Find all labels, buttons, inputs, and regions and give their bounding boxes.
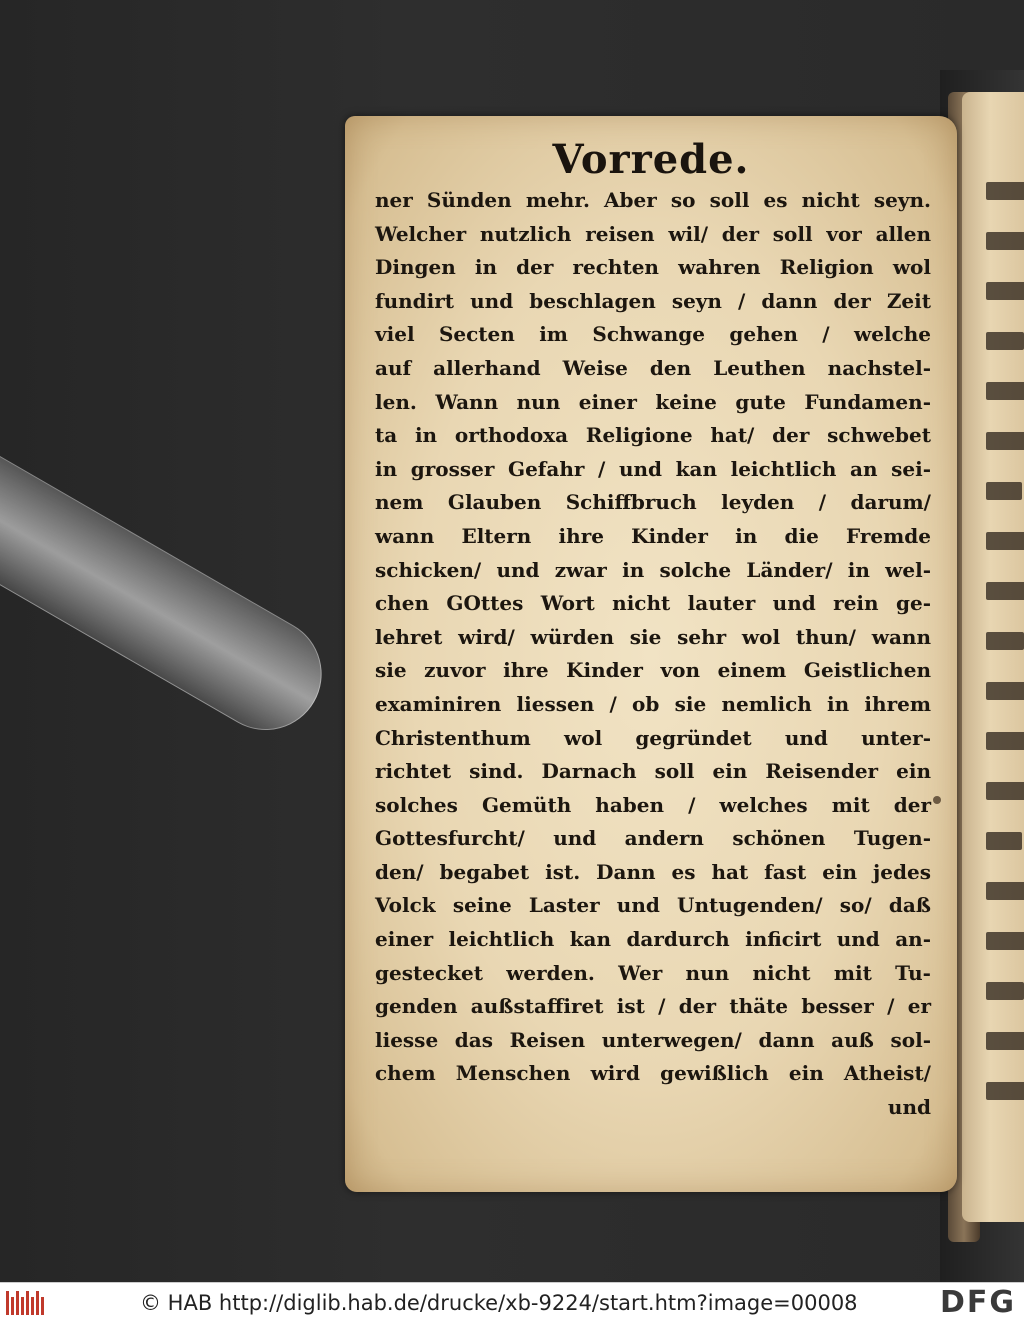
text-line: wann Eltern ihre Kinder in die Fremde	[375, 523, 931, 548]
text-line: Christenthum wol gegründet und unter-	[375, 725, 931, 750]
text-line: schicken/ und zwar in solche Länder/ in wel-	[375, 557, 931, 582]
text-line: in grosser Gefahr / und kan leichtlich an sei-	[375, 456, 931, 481]
text-line: Dingen in der rechten wahren Religion wol	[375, 255, 931, 280]
text-line: den/ begabet ist. Dann es hat fast ein jedes	[375, 859, 931, 884]
text-line: lehret wird/ würden sie sehr wol thun/ wann	[375, 624, 931, 649]
citation-link[interactable]: © HAB http://diglib.hab.de/drucke/xb-9224/start.htm?image=00008	[140, 1291, 858, 1315]
text-line: nem Glauben Schiffbruch leyden / darum/	[375, 490, 931, 515]
text-line: richtet sind. Darnach soll ein Reisender ein	[375, 759, 931, 784]
catchword: und	[887, 1095, 931, 1120]
text-line: genden außstaffiret ist / der thäte besser / er	[375, 994, 931, 1019]
hab-barcode-icon	[6, 1291, 46, 1315]
text-line: chem Menschen wird gewißlich ein Atheist/	[375, 1061, 931, 1086]
text-line: auf allerhand Weise den Leuthen nachstel-	[375, 355, 931, 380]
text-line: liesse das Reisen unterwegen/ dann auß sol-	[375, 1027, 931, 1052]
text-line: chen GOttes Wort nicht lauter und rein ge-	[375, 591, 931, 616]
text-line: Welcher nutzlich reisen wil/ der soll vor allen	[375, 221, 931, 246]
text-line: gestecket werden. Wer nun nicht mit Tu-	[375, 960, 931, 985]
text-line: einer leichtlich kan dardurch inficirt und an-	[375, 927, 931, 952]
ink-spot	[933, 796, 941, 804]
page-text	[375, 184, 931, 1125]
facing-page	[962, 92, 1024, 1222]
text-line: ta in orthodoxa Religione hat/ der schwebet	[375, 423, 931, 448]
text-line: viel Secten im Schwange gehen / welche	[375, 322, 931, 347]
text-line: sie zuvor ihre Kinder von einem Geistlichen	[375, 658, 931, 683]
dfg-logo: DFG	[939, 1285, 1016, 1320]
text-line: solches Gemüth haben / welches mit der	[375, 792, 931, 817]
text-line: len. Wann nun einer keine gute Fundamen-	[375, 389, 931, 414]
text-line: examiniren liessen / ob sie nemlich in ihrem	[375, 691, 931, 716]
text-line: ner Sünden mehr. Aber so soll es nicht seyn.	[375, 188, 931, 212]
text-line: Gottesfurcht/ und andern schönen Tugen-	[375, 826, 931, 851]
book-page	[345, 116, 957, 1192]
text-line: Volck seine Laster und Untugenden/ so/ daß	[375, 893, 931, 918]
page-heading: Vorrede.	[552, 136, 750, 183]
text-line: fundirt und beschlagen seyn / dann der Zeit	[375, 288, 931, 313]
footer-bar	[0, 1282, 1024, 1323]
